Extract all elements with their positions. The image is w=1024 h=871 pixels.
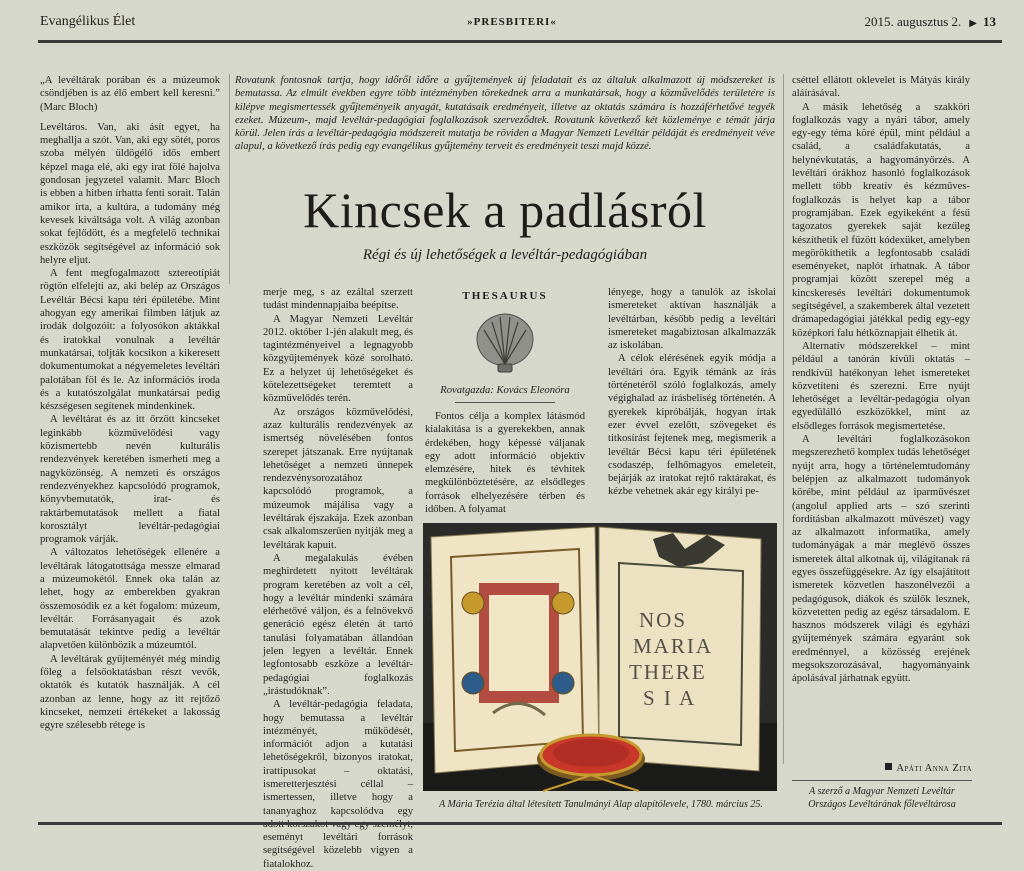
paragraph: cséttel ellátott oklevelet is Mátyás király aláírásával. bbox=[792, 75, 970, 100]
paragraph: Fontos célja a komplex látásmód kialakítása is a gyerekekben, annak érdekében, hogy képessé váljanak egy adott információ objektív elemzésére, hitek és tévhitek megkülönböztetésére, az elsődleges források elhelyezésére térben és időben. A folyamat bbox=[425, 411, 585, 516]
paragraph: A levéltári foglalkozásokon megszerezhető komplex tudás lehetőséget nyújt arra, hogy a történelemtudomány belépjen az alkalmazott tudományok körébe, mint például az iparművészet (angolul applied arts – szó szerinti fordításban alkalmazott művészet) vagy az alkalmazott informatika, amely tudományágak a már meglévő összes ismeretek által alkotnak új, világítanak rá egyes összefüggésekre. Az így elsajátított ismeretek közvetlen haszonélvezői a pedagógusok, diákok és szülők lesznek, közvetetten pedig az egész társadalom. E hasznos módszerek világi és egyházi gyűjtemények számára egyaránt sok eredménnyel, a közösség erejének megsokszorozásával, hagyományaink ápolásával járhatnak együtt. bbox=[792, 434, 970, 685]
article-subtitle: Régi és új lehetőségek a levéltár-pedagógiában bbox=[362, 247, 648, 263]
article-column-2 bbox=[263, 286, 413, 870]
column-editor: Rovatgazda: Kovács Eleonóra bbox=[440, 385, 570, 396]
paragraph: merje meg, s az ezáltal szerzett tudást mindennapjaiba beépítse. bbox=[263, 287, 413, 312]
paragraph: lényege, hogy a tanulók az iskolai ismereteket aktívan használják a levéltárban, később pedig a levéltári ismereteket magabiztosan alkalmazzák az iskolában. bbox=[608, 287, 776, 352]
column-divider bbox=[229, 74, 230, 284]
article-title: Kincsek a padlásról bbox=[303, 182, 707, 238]
page-text-line: MARIA bbox=[633, 634, 714, 658]
arrow-right-icon: ▶ bbox=[969, 18, 977, 29]
page-text-line: NOS bbox=[639, 608, 688, 632]
thesaurus-shell-emblem-icon bbox=[468, 308, 542, 376]
page-number: 13 bbox=[983, 14, 996, 29]
section-name: »PRESBITERI« bbox=[467, 16, 557, 28]
divider bbox=[792, 780, 972, 781]
column-divider bbox=[783, 74, 784, 764]
paragraph: A levéltárak gyűjteményét még mindig főleg a felsőoktatásban részt vevők, oktatók és kutatók használják. A cél azonban az lenne, hogy az itt rejtőző kincseket, nemzeti értékeket a lakosság egyre szélesebb rétege is bbox=[40, 653, 220, 732]
article-column-3 bbox=[425, 410, 585, 520]
page-text-line: THERE bbox=[629, 660, 707, 684]
paragraph: A Magyar Nemzeti Levéltár 2012. október 1-jén alakult meg, és tagintézményeivel a legnagyobb közgyűjtemények közé sorolható. Ez a helyzet új lehetőségeket és kötelezettségeket teremtett a közművelődés terén. bbox=[263, 313, 413, 405]
column-label: THESAURUS bbox=[462, 290, 548, 302]
footer-rule bbox=[38, 822, 1002, 825]
author-name: Apáti Anna Zita bbox=[896, 763, 972, 774]
article-column-4 bbox=[608, 286, 776, 508]
article-column-5 bbox=[792, 74, 970, 774]
publication-name: Evangélikus Élet bbox=[40, 14, 136, 29]
article-lead: Rovatunk fontosnak tartja, hogy időről időre a gyűjtemények új feladatait és az általuk alkalmazott új módszereket is bemutassa. Az elmúlt években egyre több intézményben törekednek arra a munkatársak, hogy a közművelődés területére is kilépve megismertessék gyűjteményeik anyagát, kutatásaik eredményeit, illetve az oktatás számára is hozzáférhetővé tegyék ezeket. Múzeum-, majd levéltár-pedagógiai foglalkozások szerveződtek. Rovatunk következő két közleménye e témát járja körül. Jelen írás a levéltár-pedagógia módszereit mutatja be röviden a Magyar Nemzeti Levéltár példáját és eredményeit véve alapul, a következő írás pedig egy evangélikus gyűjtemény terveit és eredményeit teszi majd közzé. bbox=[235, 75, 775, 153]
divider bbox=[455, 402, 555, 403]
page-header bbox=[0, 14, 1024, 36]
date-and-page bbox=[865, 14, 996, 30]
paragraph: Alternatív módszerekkel – mint például a tanórán kívüli oktatás – rendkívül hatékonyan lehet ismereteket közvetíteni és szerezni. Erre nyújt lehetőséget a levéltár-pedagógia olyan egyedülálló eszközökkel, mint az elsődleges források megismertetése. bbox=[792, 340, 970, 432]
paragraph: A levéltárat és az itt őrzött kincseket leginkább közművelődési vagy közismertebb nevén kulturális rendezvények keretében ismerheti meg a nagyközönség. A nemzeti és országos rendezvényekhez kapcsolódó programok, könyvbemutatók, irat- és raktárbemutatások mellett a fiatal korosztályt levéltár-pedagógiai programok várják. bbox=[40, 414, 220, 546]
paragraph: A változatos lehetőségek ellenére a levéltárak látogatottsága messze elmarad a múzeumokétól. Ennek oka talán az lehet, hogy az emberekben gyakran összemosódik ez a két fogalom: múzeum, levéltár. Forrásanyagait és azok bemutatását tekintve pedig a levéltár alapvetően különbözik a múzeumtól. bbox=[40, 547, 220, 652]
paragraph: A levéltár-pedagógia feladata, hogy bemutassa a levéltár intézményét, működését, információt adjon a kutatási lehetőségekről, bizonyos iratokat, irattípusokat – oktatási, ismeretterjesztési céllal – ismertessen, illetve hogy a tananyaghoz kapcsolódva egy eseményt levéltári források segítségével közelebb vigyen a fiatalokhoz. bbox=[263, 699, 413, 870]
paragraph: Az országos közművelődési, azaz kulturális rendezvények az ismertség növelésében fontos szerepet játszanak. Erre nyújtanak lehetőséget a nemzeti ünnepek rendezvénysorozatához kapcsolódó programok, a múzeumok májálisa vagy a levéltárak éjszakája. Ezek azonban csak alkalomszerűen nyitják meg a levéltárak kapuit. bbox=[263, 406, 413, 551]
paragraph: A fent megfogalmazott sztereotípiát rögtön elfelejti az, aki belép az Országos Levéltár Bécsi kapu téri épületébe. Mint ahogyan egy amerikai filmben látjuk az irodák dolgozóit: a folyosókon aktákkal és iratokkal vonulnak a levéltár munkatársai, toljták kocsikon a kikeresett dokumentumokat a négyemeletes levéltári palotában föl és le. Az információs iroda és a kutatószolgálat munkatársai pedig készségesen segítenek mindenkinek. bbox=[40, 268, 220, 413]
header-rule bbox=[38, 40, 1002, 43]
article-column-1 bbox=[40, 74, 220, 834]
author-signature bbox=[792, 763, 972, 774]
paragraph: A megalakulás évében meghirdetett nyitott levéltárak program keretében az volt a cél, hogy a levéltár mindenki számára elérhetővé váljon, és a felnövekvő generáció egész életén át tartó tanulási folyamatában állandóan jelen legyen a levéltár. Ennek legfontosabb eszköze a levéltár-pedagógiai foglalkozás „irástudóknak”. bbox=[263, 552, 413, 697]
square-bullet-icon bbox=[885, 763, 892, 770]
photo-caption: A Mária Terézia által létesített Tanulmányi Alap alapítólevele, 1780. március 25. bbox=[439, 799, 763, 810]
epigraph-quote: „A levéltárak porában és a múzeumok csöndjében is az élő embert kell keresni.” (Marc Bloch) bbox=[40, 75, 220, 113]
issue-date: 2015. augusztus 2. bbox=[864, 14, 962, 29]
author-note: A szerző a Magyar Nemzeti Levéltár Országos Levéltárának főlevéltárosa bbox=[808, 786, 956, 810]
page-text-line: S I A bbox=[643, 686, 697, 710]
paragraph: Levéltáros. Van, aki ásít egyet, ha meghallja a szót. Van, aki egy sötét, poros szoba mélyén üldögélő idős embert képzel maga elé, aki egy irat fölé hajolva gondosan jegyzetel valamit. Marc Bloch is ebben a hitben írhatta fenti sorait. Talán amikor írta, a kultúra, a tudomány még kevesek kiváltsága volt. A világ azonban sokat fejlődött, és a megfelelő technikai eszközök segítségével az információ sok helyre eljut. bbox=[40, 121, 220, 266]
paragraph: A másik lehetőség a szakköri foglalkozás vagy a nyári tábor, amely egy-egy téma köré épül, mint például a család, a családfakutatás, a helynévkutatás, a hagyományőrzés. A levéltári órákhoz hasonló foglalkozások mellett több kreatív és kézműves-foglalkozás is helyet kap a tábor programjában. Ezek egyikeként a fésű tagozatos gyerekek saját kezűleg készíthetik el fűzött kódexüket, amelyben megörökíthetik a legfontosabb családi eseményeket, naplót írhatnak. A tábor programjai között szerepel még a kincskeresés levéltári dokumentumok segítségével, a szakemberek által vezetett drámapedagógiai játékkal pedig egy-egy középkori falu hétköznapjait élhetik át. bbox=[792, 101, 970, 339]
paragraph: A célok elérésének egyik módja a levéltári óra. Egyik témánk az írás történetéről szóló foglalkozás, amely végighalad az írásbeliség történetén. A gyerekek kipróbálják, hogyan írtak ezer évvel ezelőtt, szövegeket és titkosírást fejtenek meg, megismerik a levéltár Bécsi kapu téri épületének csodaszép, felhőmagyos emeleteit, bejárják az iratokat rejtő raktárakat, és kézbe vehetnek akár egy királyi pe- bbox=[608, 353, 776, 498]
charter-photo bbox=[423, 523, 777, 791]
